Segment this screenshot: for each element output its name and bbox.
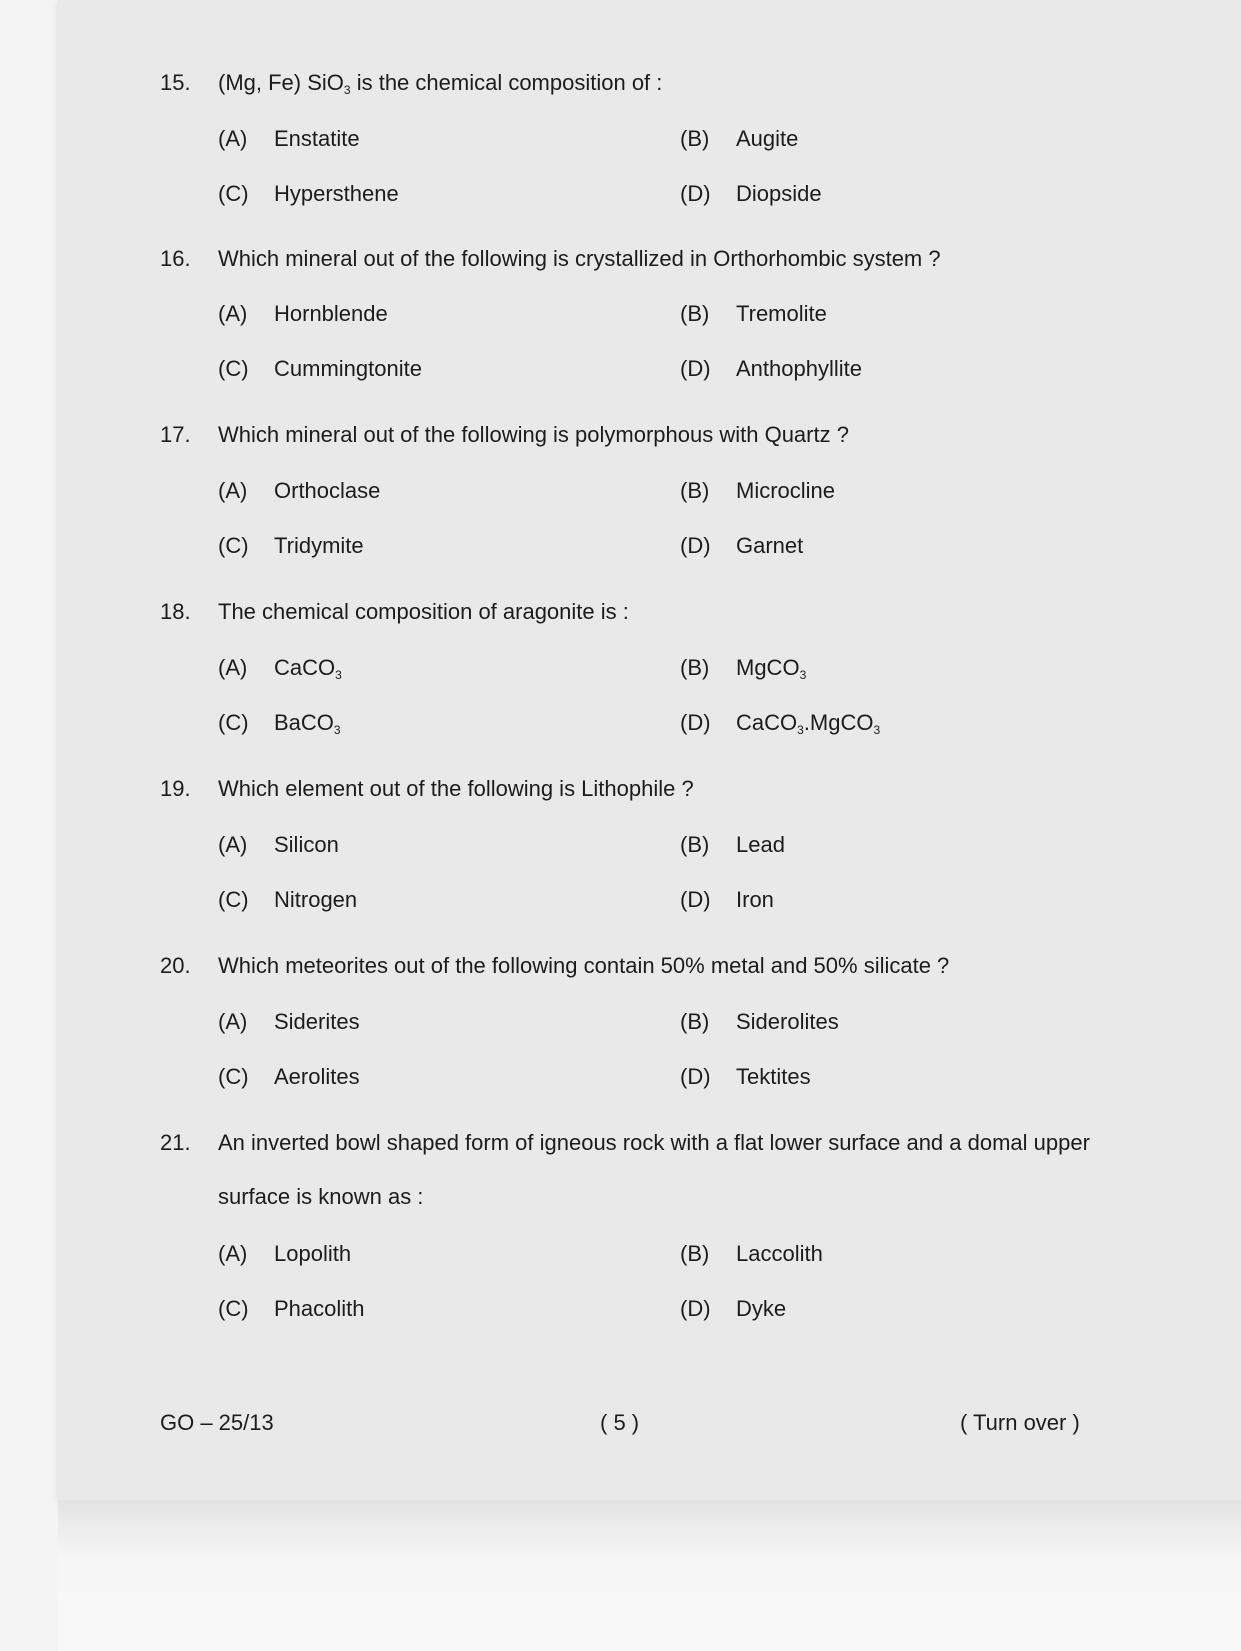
option-a: (A) CaCO$_3$: [218, 655, 342, 682]
question-number: 16.: [160, 246, 191, 271]
option-d: (D) Tektites: [680, 1064, 811, 1089]
option-d: (D) Dyke: [680, 1296, 787, 1321]
option-d: (D) Garnet: [680, 533, 804, 558]
option-d: (D) Iron: [680, 887, 774, 912]
option-c: (C) Hypersthene: [218, 181, 399, 206]
question-text: Which mineral out of the following is crystallized in Orthorhombic system ?: [218, 246, 941, 271]
option-d: (D) Anthophyllite: [680, 356, 862, 381]
page-number: ( 5 ): [600, 1410, 640, 1435]
question-text: Which element out of the following is Lithophile ?: [218, 776, 694, 801]
option-b: (B) Laccolith: [680, 1241, 823, 1266]
option-c: (C) Nitrogen: [218, 887, 358, 912]
option-a: (A) Siderites: [218, 1009, 360, 1034]
question-number: 17.: [160, 422, 191, 447]
option-c: (C) Aerolites: [218, 1064, 360, 1089]
question-text: Which mineral out of the following is polymorphous with Quartz ?: [218, 422, 849, 447]
option-a: (A) Hornblende: [218, 301, 388, 326]
paper-code: GO – 25/13: [160, 1410, 274, 1435]
option-b: (B) Siderolites: [680, 1009, 839, 1034]
option-c: (C) Cummingtonite: [218, 356, 422, 381]
question-text: An inverted bowl shaped form of igneous rock with a flat lower surface and a domal upper surface is known as :: [218, 1130, 1090, 1209]
option-b: (B) Lead: [680, 832, 785, 857]
option-b: (B) Microcline: [680, 478, 836, 503]
option-b: (B) Tremolite: [680, 301, 827, 326]
turn-over-note: ( Turn over ): [960, 1410, 1080, 1435]
option-b: (B) MgCO$_3$: [680, 655, 807, 682]
question-text: Which meteorites out of the following contain 50% metal and 50% silicate ?: [218, 953, 950, 978]
question-number: 15.: [160, 70, 191, 95]
question-text: (Mg, Fe) SiO$_3$ is the chemical composition of :: [218, 70, 663, 97]
option-c: (C) BaCO$_3$: [218, 710, 341, 737]
option-a: (A) Enstatite: [218, 126, 360, 151]
question-number: 21.: [160, 1130, 191, 1155]
question-number: 18.: [160, 599, 191, 624]
question-number: 19.: [160, 776, 191, 801]
option-a: (A) Lopolith: [218, 1241, 352, 1266]
question-number: 20.: [160, 953, 191, 978]
option-d: (D) Diopside: [680, 181, 822, 206]
option-b: (B) Augite: [680, 126, 799, 151]
option-c: (C) Phacolith: [218, 1296, 365, 1321]
option-c: (C) Tridymite: [218, 533, 364, 558]
page-bottom-margin: [58, 1500, 1241, 1651]
option-d: (D) CaCO$_3$.MgCO$_3$: [680, 710, 881, 737]
option-a: (A) Silicon: [218, 832, 339, 857]
option-a: (A) Orthoclase: [218, 478, 381, 503]
question-text: The chemical composition of aragonite is :: [218, 599, 629, 624]
exam-page: [58, 0, 1241, 1500]
